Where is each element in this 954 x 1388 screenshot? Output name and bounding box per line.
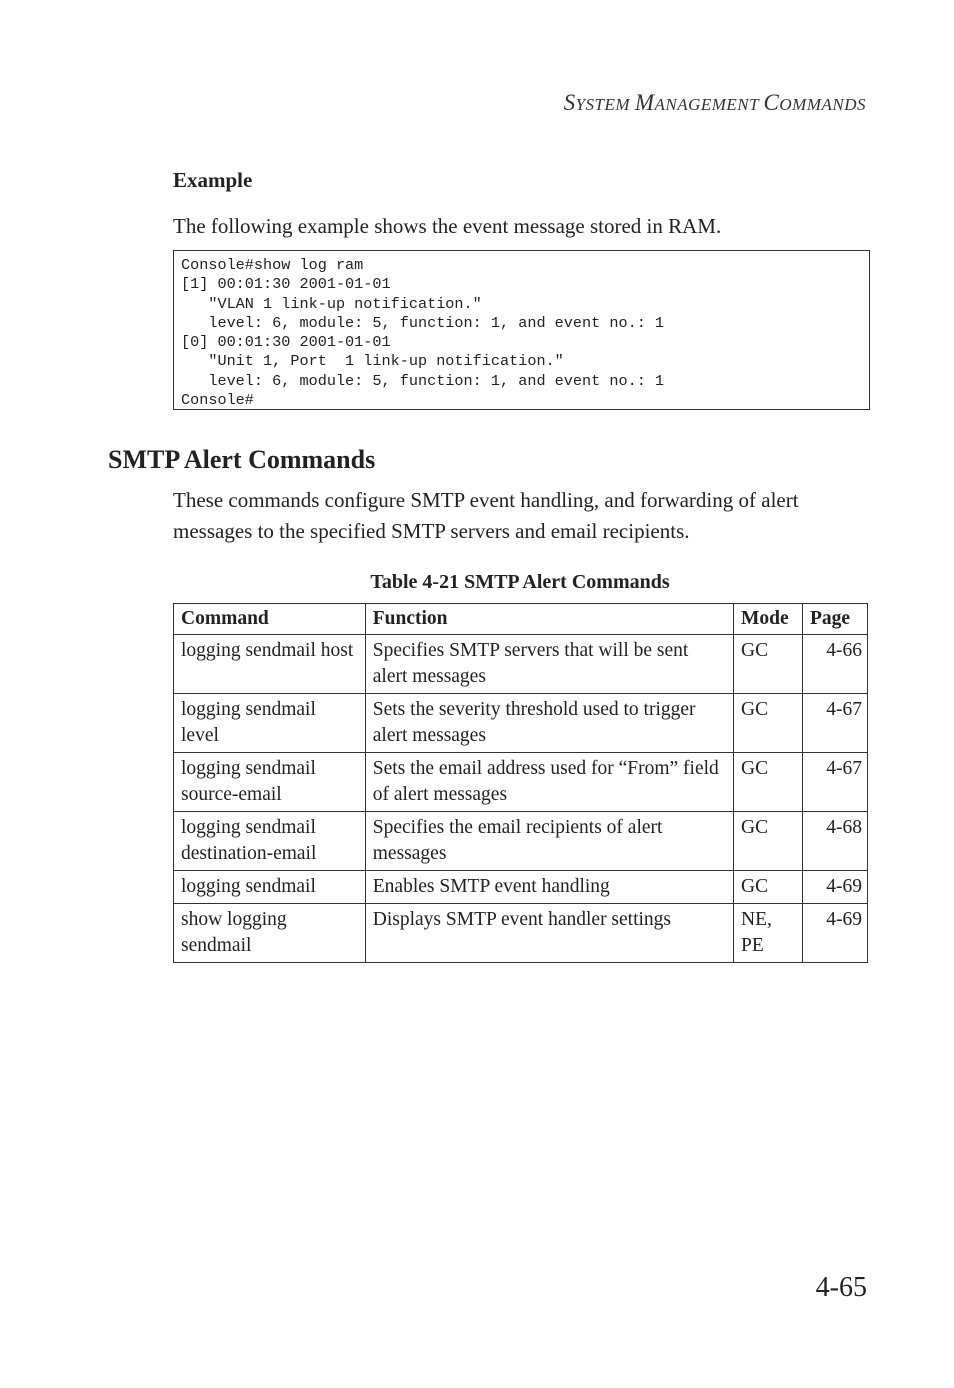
code-block: [173, 250, 870, 410]
column-header-mode: Mode: [734, 604, 803, 635]
command-cell: logging sendmail source-email: [174, 753, 366, 812]
column-header-page: Page: [803, 604, 868, 635]
page-number: 4-65: [815, 1272, 867, 1303]
table-row: [174, 904, 868, 963]
function-cell: Displays SMTP event handler settings: [365, 904, 733, 963]
example-intro: The following example shows the event message stored in RAM.: [173, 214, 722, 238]
command-cell: logging sendmail host: [174, 635, 366, 694]
running-header: [564, 90, 866, 116]
command-cell: logging sendmail level: [174, 694, 366, 753]
smtp-commands-table: [173, 603, 868, 963]
code-line: [1] 00:01:30 2001-01-01: [181, 275, 391, 294]
command-cell: logging sendmail destination-email: [174, 812, 366, 871]
page-cell: 4-69: [803, 904, 868, 963]
column-header-command: Command: [174, 604, 366, 635]
function-cell: Specifies the email recipients of alert messages: [365, 812, 733, 871]
section-heading: SMTP Alert Commands: [108, 445, 376, 474]
mode-cell: GC: [734, 694, 803, 753]
code-line: Console#: [181, 391, 254, 410]
command-cell: show logging sendmail: [174, 904, 366, 963]
mode-cell: GC: [734, 871, 803, 904]
mode-cell: NE, PE: [734, 904, 803, 963]
command-cell: logging sendmail: [174, 871, 366, 904]
table-row: [174, 871, 868, 904]
table-caption: Table 4-21 SMTP Alert Commands: [370, 571, 670, 593]
code-line: level: 6, module: 5, function: 1, and event no.: 1: [181, 371, 665, 390]
page-cell: 4-68: [803, 812, 868, 871]
code-line: "Unit 1, Port 1 link-up notification.": [181, 352, 564, 371]
page-cell: 4-67: [803, 753, 868, 812]
column-header-function: Function: [365, 604, 733, 635]
code-line: [0] 00:01:30 2001-01-01: [181, 333, 391, 352]
table-row: [174, 694, 868, 753]
function-cell: Enables SMTP event handling: [365, 871, 733, 904]
code-line: level: 6, module: 5, function: 1, and event no.: 1: [181, 313, 665, 332]
table-row: [174, 812, 868, 871]
running-header-part: OMMANDS: [779, 95, 866, 114]
mode-cell: GC: [734, 753, 803, 812]
table-header-row: [174, 604, 868, 635]
function-cell: Sets the severity threshold used to trigger alert messages: [365, 694, 733, 753]
code-line: Console#show log ram: [181, 256, 364, 274]
example-heading: Example: [173, 168, 253, 192]
page-cell: 4-69: [803, 871, 868, 904]
running-header-part: ANAGEMENT: [654, 95, 764, 114]
table-row: [174, 753, 868, 812]
running-header-part: C: [763, 90, 780, 115]
function-cell: Specifies SMTP servers that will be sent alert messages: [365, 635, 733, 694]
section-body: These commands configure SMTP event handling, and forwarding of alert messages to the specified SMTP servers and email recipients.: [173, 488, 799, 543]
mode-cell: GC: [734, 635, 803, 694]
running-header-part: S: [563, 90, 576, 115]
function-cell: Sets the email address used for “From” field of alert messages: [365, 753, 733, 812]
running-header-part: M: [634, 90, 655, 115]
running-header-part: YSTEM: [575, 95, 635, 114]
table-row: [174, 635, 868, 694]
mode-cell: GC: [734, 812, 803, 871]
code-line: "VLAN 1 link-up notification.": [181, 294, 482, 313]
page-cell: 4-66: [803, 635, 868, 694]
page-cell: 4-67: [803, 694, 868, 753]
